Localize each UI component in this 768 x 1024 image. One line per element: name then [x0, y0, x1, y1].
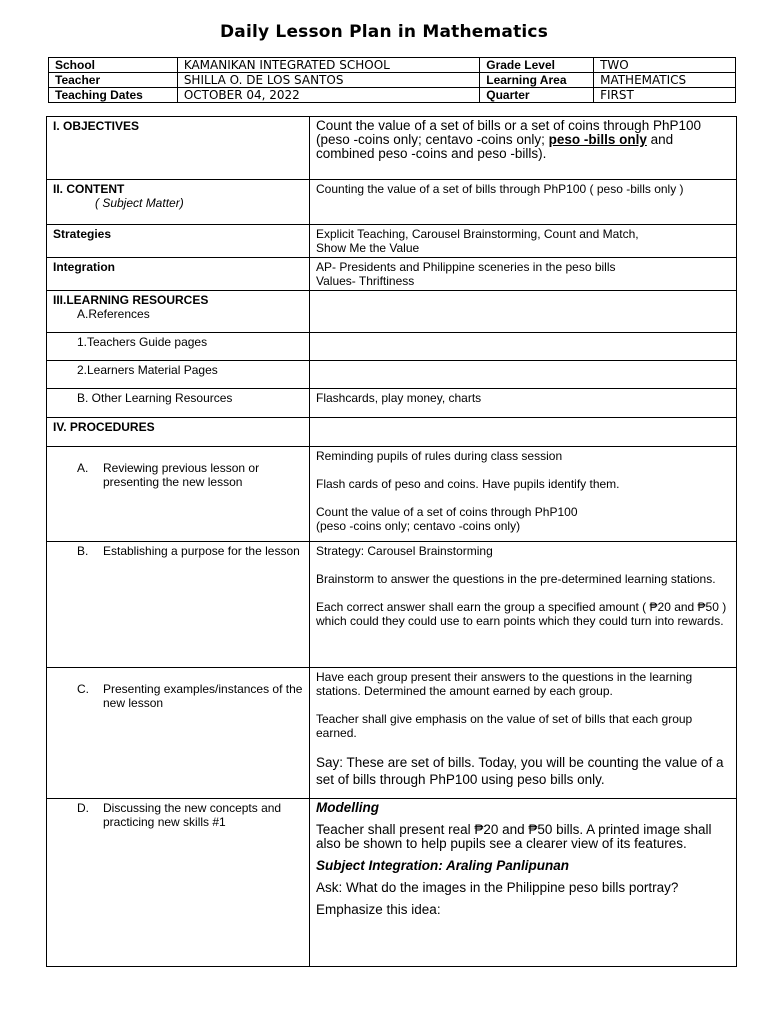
procedures-row	[47, 418, 737, 447]
grade-value: TWO	[594, 58, 736, 73]
procedure-c-row	[47, 668, 737, 799]
procedure-c-p3: Say: These are set of bills. Today, you will be counting the value of a set of bills through PhP100 using peso bills only.	[316, 755, 724, 787]
strategies-line2: Show Me the Value	[316, 241, 420, 255]
procedure-a-label: Reviewing previous lesson or presenting the new lesson	[103, 461, 260, 489]
objectives-text-bold: peso -bills only	[548, 132, 647, 147]
area-label: Learning Area	[480, 73, 594, 88]
integration-line1: AP- Presidents and Philippine sceneries in the peso bills	[316, 260, 616, 274]
area-value: MATHEMATICS	[594, 73, 736, 88]
objectives-text	[310, 117, 737, 180]
grade-label: Grade Level	[480, 58, 594, 73]
procedure-b-p1: Strategy: Carousel Brainstorming	[316, 544, 493, 558]
procedure-b-row	[47, 542, 737, 668]
other-resources-label: B. Other Learning Resources	[77, 391, 233, 405]
procedure-b-letter: B.	[77, 544, 89, 558]
other-resources-row	[47, 389, 737, 418]
lm-row	[47, 361, 737, 389]
procedure-d-letter: D.	[77, 801, 89, 815]
school-value: KAMANIKAN INTEGRATED SCHOOL	[177, 58, 479, 73]
content-text: Counting the value of a set of bills through PhP100 ( peso -bills only )	[310, 180, 737, 225]
integration-row	[47, 258, 737, 291]
other-resources-value: Flashcards, play money, charts	[310, 389, 737, 418]
procedure-b-p2: Brainstorm to answer the questions in the pre-determined learning stations.	[316, 572, 716, 586]
integration-label: Integration	[53, 260, 115, 274]
info-table	[48, 57, 736, 103]
procedure-d-p3: Emphasize this idea:	[316, 902, 441, 917]
lesson-plan-table	[46, 116, 737, 967]
lm-label: 2.Learners Material Pages	[77, 363, 218, 377]
procedure-d-p2: Ask: What do the images in the Philippine peso bills portray?	[316, 880, 679, 895]
content-row	[47, 180, 737, 225]
procedure-d-heading-integration: Subject Integration: Araling Panlipunan	[316, 858, 570, 873]
objectives-text-part2: and combined peso -coins and peso -bills).	[316, 132, 674, 161]
procedure-c-p2: Teacher shall give emphasis on the value of set of bills that each group earned.	[316, 712, 693, 740]
procedure-a-p1: Reminding pupils of rules during class session	[316, 449, 563, 463]
procedure-c-p1: Have each group present their answers to the questions in the learning stations. Determined the amount earned by each group.	[316, 670, 693, 698]
procedures-label: IV. PROCEDURES	[53, 420, 155, 434]
resources-label: III.LEARNING RESOURCES	[53, 293, 209, 307]
dates-value: OCTOBER 04, 2022	[177, 88, 479, 103]
procedure-a-p2: Flash cards of peso and coins. Have pupils identify them.	[316, 477, 620, 491]
tg-row	[47, 333, 737, 361]
strategies-line1: Explicit Teaching, Carousel Brainstorming, Count and Match,	[316, 227, 639, 241]
objectives-text-part1: Count the value of a set of bills or a set of coins through PhP100 (peso -coins only; centavo -coins only;	[316, 118, 701, 147]
strategies-label: Strategies	[53, 227, 112, 241]
info-row-teacher	[49, 73, 736, 88]
objectives-label: I. OBJECTIVES	[53, 119, 140, 133]
procedure-d-heading-modelling: Modelling	[316, 800, 379, 815]
procedure-a-row	[47, 447, 737, 542]
procedure-a-p3a: Count the value of a set of coins through PhP100	[316, 505, 578, 519]
quarter-label: Quarter	[480, 88, 594, 103]
quarter-value: FIRST	[594, 88, 736, 103]
procedure-a-letter: A.	[77, 461, 89, 475]
procedure-b-p3: Each correct answer shall earn the group a specified amount ( ₱20 and ₱50 ) which could they could use to earn points which they could turn into rewards.	[316, 600, 727, 628]
integration-line2: Values- Thriftiness	[316, 274, 415, 288]
school-label: School	[49, 58, 178, 73]
procedure-d-row	[47, 799, 737, 967]
procedure-b-label: Establishing a purpose for the lesson	[103, 544, 300, 558]
content-label: II. CONTENT	[53, 182, 125, 196]
page-title: Daily Lesson Plan in Mathematics	[219, 22, 549, 42]
teacher-label: Teacher	[49, 73, 178, 88]
content-sub-label: ( Subject Matter)	[95, 196, 184, 210]
procedure-c-label: Presenting examples/instances of the new lesson	[103, 682, 303, 710]
objectives-row	[47, 117, 737, 180]
strategies-row	[47, 225, 737, 258]
references-label: A.References	[77, 307, 150, 321]
teacher-value: SHILLA O. DE LOS SANTOS	[177, 73, 479, 88]
info-row-school	[49, 58, 736, 73]
procedure-d-p1: Teacher shall present real ₱20 and ₱50 bills. A printed image shall also be shown to help pupils see a clearer view of its features.	[316, 822, 712, 851]
tg-label: 1.Teachers Guide pages	[77, 335, 208, 349]
procedure-a-p3b: (peso -coins only; centavo -coins only)	[316, 519, 521, 533]
info-row-dates	[49, 88, 736, 103]
procedure-c-letter: C.	[77, 682, 89, 696]
resources-row	[47, 291, 737, 333]
dates-label: Teaching Dates	[49, 88, 178, 103]
procedure-d-label: Discussing the new concepts and practicing new skills #1	[103, 801, 282, 829]
